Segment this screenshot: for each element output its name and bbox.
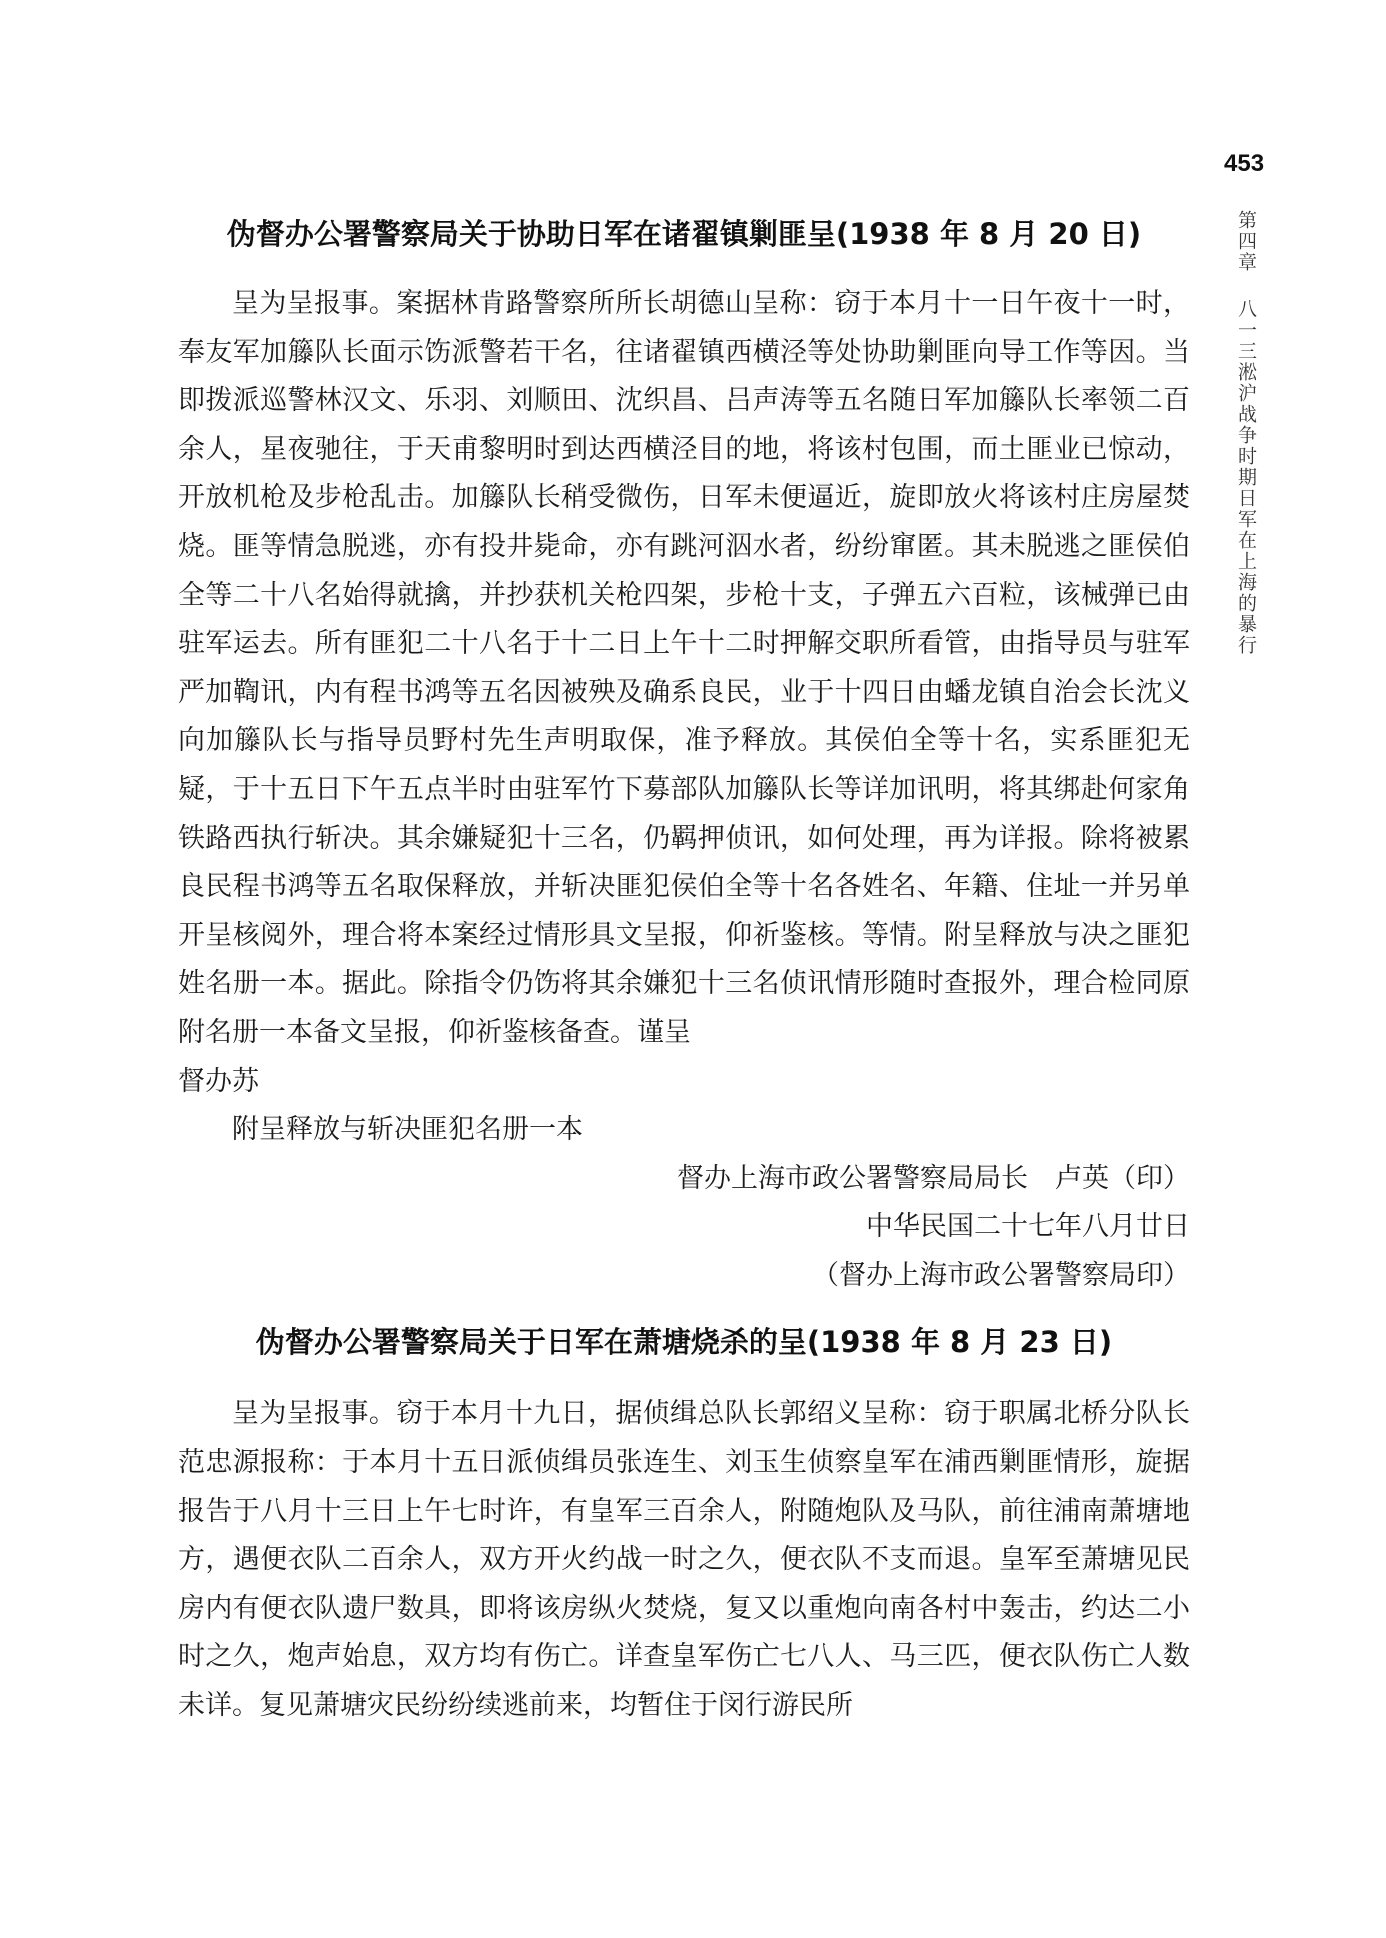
section-body: 呈为呈报事。案据林肯路警察所所长胡德山呈称：窃于本月十一日午夜十一时，奉友军加籐队长面示饬派警若干名，往诸翟镇西横泾等处协助剿匪向导工作等因。当即拨派巡警林汉文、乐羽、刘顺田、沈织昌、吕声涛等五名随日军加籐队长率领二百余人，星夜驰往，于天甫黎明时到达西横泾目的地，将该村包围，而土匪业已惊动，开放机枪及步枪乱击。加籐队长稍受微伤，日军未便逼近，旋即放火将该村庄房屋焚烧。匪等情急脱逃，亦有投井毙命，亦有跳河泅水者，纷纷窜匿。其未脱逃之匪侯伯全等二十八名始得就擒，并抄获机关枪四架，步枪十支，子弹五六百粒，该械弹已由驻军运去。所有匪犯二十八名于十二日上午十二时押解交职所看管，由指导员与驻军严加鞫讯，内有程书鸿等五名因被殃及确系良民，业于十四日由蟠龙镇自治会长沈义向加籐队长与指导员野村先生声明取保，准予释放。其侯伯全等十名，实系匪犯无疑，于十五日下午五点半时由驻军竹下募部队加籐队长等详加讯明，将其绑赴何家角铁路西执行斩决。其余嫌疑犯十三名，仍羁押侦讯，如何处理，再为详报。除将被累良民程书鸿等五名取保释放，并斩决匪犯侯伯全等十名各姓名、年籍、住址一并另单开呈核阅外，理合将本案经过情形具文呈报，仰祈鉴核。等情。附呈释放与决之匪犯姓名册一本。据此。除指令仍饬将其余嫌犯十三名侦讯情形随时查报外，理合检同原附名册一本备文呈报，仰祈鉴核备查。谨呈 <box>178 288 1190 1048</box>
document-date: 中华民国二十七年八月廿日 <box>866 1211 1190 1243</box>
chapter-title: 八一三淞沪战争时期日军在上海的暴行 <box>1235 299 1257 656</box>
page-number: 453 <box>1224 150 1265 177</box>
chapter-label: 第四章 <box>1235 210 1257 273</box>
signature: 督办上海市政公署警察局局长 卢英（印） <box>677 1162 1190 1194</box>
attachment-note: 附呈释放与斩决匪犯名册一本 <box>232 1114 583 1146</box>
section-title: 伪督办公署警察局关于日军在萧塘烧杀的呈(1938 年 8 月 23 日) <box>255 1325 1113 1360</box>
addressee: 督办苏 <box>178 1065 259 1097</box>
section-title: 伪督办公署警察局关于协助日军在诸翟镇剿匪呈(1938 年 8 月 20 日) <box>226 217 1142 251</box>
official-seal: （督办上海市政公署警察局印） <box>812 1259 1190 1291</box>
section-body: 呈为呈报事。窃于本月十九日，据侦缉总队长郭绍义呈称：窃于职属北桥分队长范忠源报称：于本月十五日派侦缉员张连生、刘玉生侦察皇军在浦西剿匪情形，旋据报告于八月十三日上午七时许，有皇军三百余人，附随炮队及马队，前往浦南萧塘地方，遇便衣队二百余人，双方开火约战一时之久，便衣队不支而退。皇军至萧塘见民房内有便衣队遗尸数具，即将该房纵火焚烧，复又以重炮向南各村中轰击，约达二小时之久，炮声始息，双方均有伤亡。详查皇军伤亡七八人、马三匹，便衣队伤亡人数未详。复见萧塘灾民纷纷续逃前来，均暂住于闵行游民所 <box>178 1398 1190 1722</box>
page-content <box>178 212 1190 1731</box>
document-section <box>178 212 1190 1300</box>
chapter-side-header <box>1233 210 1260 656</box>
document-section <box>178 1320 1190 1730</box>
